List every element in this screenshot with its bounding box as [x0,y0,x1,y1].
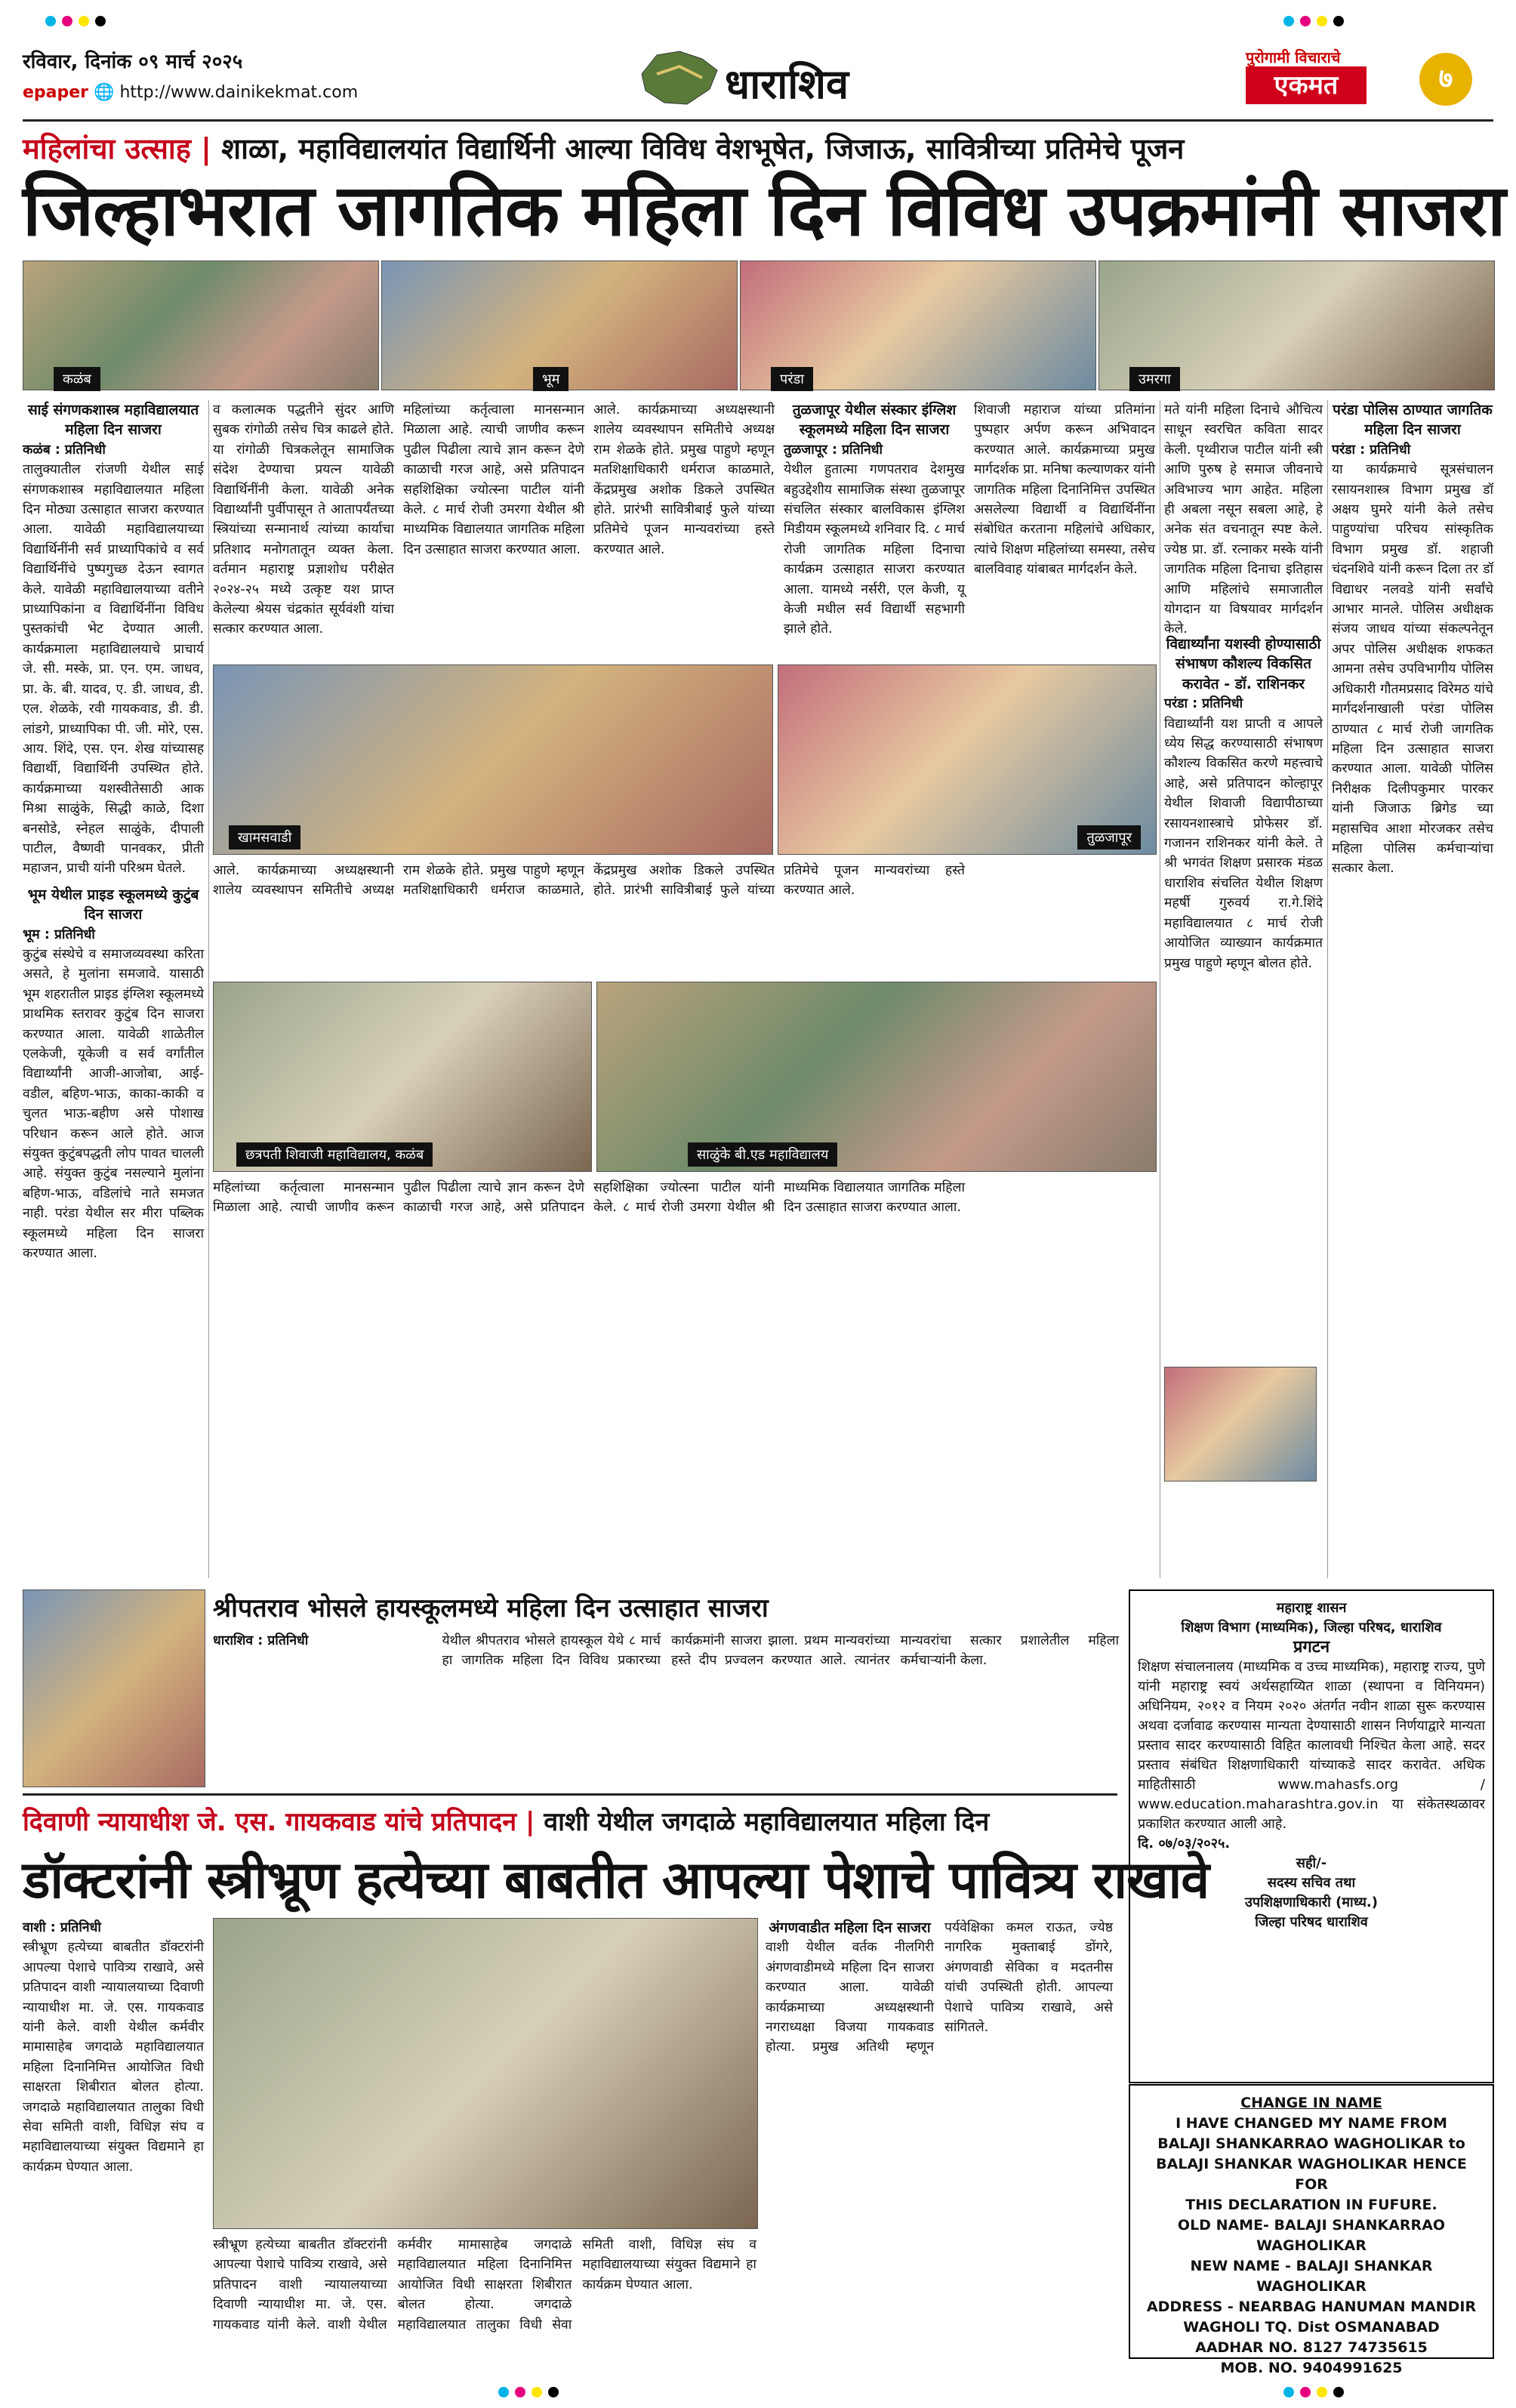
photo-washi-college [213,1918,758,2229]
change-name-line: I HAVE CHANGED MY NAME FROM [1176,2115,1447,2132]
story-body: तालुक्यातील रांजणी येथील साई संगणकशास्त्र महाविद्यालयात महिला दिन मोठ्या उत्साहात साजरा करण्यात आला. यावेळी महाविद्यालयाच्या विद्यार्थिनींनी सर्व प्राध्यापिकांचे व सर्व विद्यार्थिनींचे पुष्पगुच्छ देऊन स्वागत केले. यावेळी महाविद्यालयाच्या वतीने प्राध्यापिकांना व विद्यार्थिनींना विविध पुस्तकांची भेट देण्यात आली. कार्यक्रमाला महाविद्यालयाचे प्राचार्य जे. सी. मस्के, प्रा. एन. एम. जाधव, प्रा. के. बी. यादव, ए. डी. जाधव, डी. एल. शेळके, रवी गायकवाड, डी. डी. लांडगे, प्राध्यापिका पी. जी. मोरे, एस. आय. शिंदे, एस. एन. शेख यांच्यासह विद्यार्थी, विद्यार्थिनी उपस्थित होते. कार्यक्रमाच्या यशस्वीतेसाठी आक मिश्रा साळुंके, सिद्धी काळे, दिशा बनसोडे, स्नेहल साळुंके, दीपाली पाटील, वैष्णवी पानवकर, प्रीती महाजन, प्राची यांनी परिश्रम घेतले. [23,462,204,877]
story-byline: परंडा : प्रतिनिधी [1332,442,1411,458]
story-subhead: अंगणवाडीत महिला दिन साजरा [769,1919,931,1936]
header-divider [23,119,1493,122]
notice-sign: सही/- [1296,1855,1327,1871]
photo-umarga [1098,261,1495,390]
story-subhead: परंडा पोलिस ठाण्यात जागतिक महिला दिन साजरा [1333,402,1493,439]
photo-paranda [740,261,1096,390]
story-byline: परंडा : प्रतिनिधी [1164,696,1243,712]
change-name-line: WAGHOLI TQ. Dist OSMANABAD [1183,2319,1440,2336]
story-tuljapur [784,400,965,657]
bottom-kicker [23,1803,1117,1838]
story-body-col7: शिवाजी महाराज यांच्या प्रतिमांना पुष्पहार अर्पण करून अभिवादन करण्यात आले. कार्यक्रमाच्या प्रमुख मार्गदर्शक प्रा. मनिषा कल्याणकर यांनी जागतिक महिला दिनानिमित्त उपस्थित असलेल्या विद्यार्थी व विद्यार्थिनींना संबोधित करताना महिलांचे अधिकार, त्यांचे शिक्षण महिलांच्या समस्या, तसेच बालविवाह यांबाबत मार्गदर्शन केले. [974,402,1155,578]
registration-marks [1283,15,1350,26]
photo-caption: उमरगा [1129,367,1180,391]
notice-sign: उपशिक्षणाधिकारी (माध्य.) [1244,1895,1378,1910]
page-number-badge: ७ [1419,53,1472,106]
photo-caption: छत्रपती शिवाजी महाविद्यालय, कळंब [236,1142,433,1167]
photo-tuljapur [778,664,1157,855]
photo-caption: कळंब [54,367,100,391]
story-subhead: विद्यार्थ्यांना यशस्वी होण्यासाठी संभाषण कौशल्य विकसित करावेत - डॉ. राशिनकर [1166,636,1321,692]
kicker-highlight: महिलांचा उत्साह | [23,132,212,165]
column-rule [208,400,209,1578]
photo-caption: खामसवाडी [229,825,300,849]
story-continuation: आले. कार्यक्रमाच्या अध्यक्षस्थानी शालेय व्यवस्थापन समितीचे अध्यक्ष राम शेळके होते. प्रमुख पाहुणे म्हणून मतशिक्षाधिकारी धर्मराज काळमाते, केंद्रप्रमुख अशोक डिकले उपस्थित होते. प्रारंभी सावित्रीबाई फुले यांच्या प्रतिमेचे पूजन मान्यवरांच्या हस्ते करण्यात आले. [213,863,965,899]
epaper-label: epaper [23,83,89,102]
globe-icon: 🌐 [94,83,115,102]
change-name-line: MOB. NO. 9404991625 [1220,2360,1403,2376]
change-name-line: OLD NAME- BALAJI SHANKARRAO WAGHOLIKAR [1177,2217,1446,2254]
story-subhead: साई संगणकशास्त्र महाविद्यालयात महिला दिन साजरा [27,402,199,439]
story-byline: तुळजापूर : प्रतिनिधी [784,442,883,458]
story-body-col4: महिलांच्या कर्तृत्वाला मानसन्मान मिळाला आहे. त्याची जाणीव करून पुढील पिढीला त्याचे ज्ञान करून देणे काळाची गरज आहे, असे प्रतिपादन सहशिक्षिका ज्योत्स्ना पाटील यांनी केले. ८ मार्च रोजी उमरगा येथील श्री माध्यमिक विद्यालयात जागतिक महिला दिन उत्साहात साजरा करण्यात आला. [403,402,584,557]
story-anganwadi [766,1918,1113,2371]
story-body-col5: आले. कार्यक्रमाच्या अध्यक्षस्थानी शालेय व्यवस्थापन समितीचे अध्यक्ष राम शेळके होते. प्रमुख पाहुणे म्हणून मतशिक्षाधिकारी धर्मराज काळमाते, केंद्रप्रमुख अशोक डिकले उपस्थित होते. प्रारंभी सावित्रीबाई फुले यांच्या प्रतिमेचे पूजन मान्यवरांच्या हस्ते करण्यात आले. [593,402,775,557]
photo-caption: भूम [533,367,568,391]
story-subhead: तुळजापूर येथील संस्कार इंग्लिश स्कूलमध्ये महिला दिन साजरा [792,402,957,439]
notice-date: दि. ०७/०३/२०२५. [1138,1836,1231,1851]
story-body: कुटुंब संस्थेचे व समाजव्यवस्था करिता असते, हे मुलांना समजावे. यासाठी भूम शहरातील प्राइड इंग्लिश स्कूलमध्ये प्राथमिक स्तरावर कुटुंब दिन साजरा करण्यात आला. यावेळी शाळेतील एलकेजी, यूकेजी व सर्व वर्गांतील विद्यार्थ्यांनी आजी-आजोबा, आई-वडील, बहिण-भाऊ, काका-काकी व चुलत भाऊ-बहीण असे पोशाख परिधान करून आले होते. आज संयुक्त कुटुंबपद्धती लोप पावत चालली आहे. संयुक्त कुटुंब नसल्याने मुलांना बहिण-भाऊ, वडिलांचे नाते समजत नाही. परंडा येथील सर मीरा पब्लिक स्कूलमध्ये महिला दिन साजरा करण्यात आला. [23,946,204,1262]
registration-marks [1283,2386,1350,2397]
change-name-line: THIS DECLARATION IN FUFURE. [1185,2197,1437,2213]
photo-kalamb [23,261,379,390]
story-body: वाशी येथील वर्तक नीलगिरी अंगणवाडीमध्ये महिला दिन साजरा करण्यात आला. यावेळी कार्यक्रमाच्या अध्यक्षस्थानी नगराध्यक्षा विजया गायकवाड होत्या. प्रमुख अतिथी म्हणून पर्यवेक्षिका कमल राऊत, ज्येष्ठ नागरिक मुक्ताबाई डोंगरे, अंगणवाडी सेविका व मदतनीस यांची उपस्थिती होती. आपल्या पेशाचे पावित्र्य राखावे, असे सांगितले. [766,1920,1113,2055]
notice-heading: महाराष्ट्र शासन [1276,1600,1347,1616]
paper-logo: एकमत [1246,66,1367,104]
change-name-line: ADDRESS - NEARBAG HANUMAN MANDIR [1146,2299,1477,2315]
photo-bhoom [381,261,738,390]
story-body: विद्यार्थ्यांनी यश प्राप्ती व आपले ध्येय सिद्ध करण्यासाठी संभाषण कौशल्य विकसित करणे महत्त्वाचे आहे, असे प्रतिपादन कोल्हापूर येथील शिवाजी विद्यापीठाच्या रसायनशास्त्राचे प्रोफेसर डॉ. गजानन राशिनकर यांनी केले. ते श्री भगवंत शिक्षण प्रसारक मंडळ धाराशिव संचलित येथील शिक्षण महर्षी गुरुवर्य रा.गे.शिंदे महाविद्यालयात ८ मार्च रोजी आयोजित व्याख्यान कार्यक्रमात प्रमुख पाहुणे म्हणून बोलत होते. [1164,716,1323,971]
story-headline-shripatrao: श्रीपतराव भोसले हायस्कूलमध्ये महिला दिन उत्साहात साजरा [213,1593,769,1623]
change-name-line: BALAJI SHANKAR WAGHOLIKAR HENCE FOR [1156,2156,1467,2193]
lead-kicker [23,128,1493,168]
photo-paranda-college [1164,1367,1317,1481]
story-body-col3: व कलात्मक पद्धतीने सुंदर आणि सुबक रांगोळी तसेच चित्र काढले होते. या रांगोळी चित्रकलेतून सामाजिक संदेश देण्याचा प्रयत्न यावेळी विद्यार्थिनींनी केला. यावेळी अनेक विद्यार्थ्यांनी पुर्वीपासून ते आतापर्यंतच्या स्त्रियांच्या सन्मानार्थ त्यांच्या कार्याचा प्रतिशाद मनोगतातून व्यक्त केला. वर्तमान महाराष्ट्र प्रज्ञाशोध परीक्षेत २०२४-२५ मध्ये उत्कृष्ट यश प्राप्त केलेल्या श्रेयस चंद्रकांत सूर्यवंशी यांचा सत्कार करण्यात आला. [213,402,394,637]
change-name-line: AADHAR NO. 8127 74735615 [1195,2339,1428,2356]
district-map-icon [634,44,725,112]
story-byline: कळंब : प्रतिनिधी [23,442,106,458]
paper-tagline: पुरोगामी विचाराचे [1246,48,1341,66]
story-subhead: भूम येथील प्राइड स्कूलमध्ये कुटुंब दिन साजरा [27,886,199,923]
story-body: स्त्रीभ्रूण हत्येच्या बाबतीत डॉक्टरांनी आपल्या पेशाचे पावित्र्य राखावे, असे प्रतिपादन वाशी न्यायालयाच्या दिवाणी न्यायाधीश मा. जे. एस. गायकवाड यांनी केले. वाशी येथील कर्मवीर मामासाहेब जगदाळे महाविद्यालयात महिला दिनानिमित्त आयोजित विधी साक्षरता शिबीरात बोलत होत्या. जगदाळे महाविद्यालयात तालुका विधी सेवा समिती वाशी, विधिज्ञ संघ व महाविद्यालयाच्या संयुक्त विद्यमाने हा कार्यक्रम घेण्यात आला. [23,1940,204,2175]
notice-sign: सदस्य सचिव तथा [1267,1875,1356,1891]
edition-city: धाराशिव [725,60,849,108]
story-body: येथील हुतात्मा गणपतराव देशमुख बहुउद्देशीय सामाजिक संस्था तुळजापूर संचलित संस्कार बालविकास इंग्लिश मिडीयम स्कूलमध्ये शनिवार दि. ८ मार्च रोजी जागतिक महिला दिनाचा कार्यक्रम उत्साहात साजरा करण्यात आला. यामध्ये नर्सरी, एल केजी, यू केजी मधील सर्व विद्यार्थी सहभागी झाले होते. [784,462,965,637]
bottom-kicker-highlight: दिवाणी न्यायाधीश जे. एस. गायकवाड यांचे प्रतिपादन | [23,1807,535,1837]
story-byline: वाशी : प्रतिनिधी [23,1920,101,1935]
kicker-text: शाळा, महाविद्यालयांत विद्यार्थिनी आल्या विविध वेशभूषेत, जिजाऊ, सावित्रीच्या प्रतिमेचे पूजन [221,132,1185,165]
photo-khamaswadi [213,664,773,855]
lead-headline: जिल्हाभरात जागतिक महिला दिन विविध उपक्रमांनी साजरा [23,170,1505,252]
change-name-line: BALAJI SHANKARRAO WAGHOLIKAR to [1157,2135,1465,2152]
photo-salunke-bed [596,982,1157,1172]
photo-shivaji-college [213,982,592,1172]
photo-shripatrao [23,1589,205,1787]
issue-date: रविवार, दिनांक ०९ मार्च २०२५ [23,51,243,73]
government-notice [1129,1589,1494,2083]
notice-body: शिक्षण संचालनालय (माध्यमिक व उच्च माध्यमिक), महाराष्ट्र राज्य, पुणे यांनी महाराष्ट्र स्वयं अर्थसहाय्यित शाळा (स्थापना व विनियमन) अधिनियम, २०१२ व नियम २०२० अंतर्गत नवीन शाळा सुरू करण्यास अथवा दर्जावाढ करण्यास मान्यता देण्यासाठी शासन निर्णयाद्वारे मान्यता प्रस्ताव सादर करण्यासाठी विहित कालावधी निश्चित केला आहे. सदर प्रस्ताव संबंधित शिक्षणाधिकारी यांच्याकडे सादर करावेत. अधिक माहितीसाठी www.mahasfs.org / www.education.maharashtra.gov.in या संकेतस्थळावर प्रकाशित करण्यात आली आहे. [1138,1659,1485,1832]
story-continuation: महिलांच्या कर्तृत्वाला मानसन्मान मिळाला आहे. त्याची जाणीव करून पुढील पिढीला त्याचे ज्ञान करून देणे काळाची गरज आहे, असे प्रतिपादन सहशिक्षिका ज्योत्स्ना पाटील यांनी केले. ८ मार्च रोजी उमरगा येथील श्री माध्यमिक विद्यालयात जागतिक महिला दिन उत्साहात साजरा करण्यात आला. [213,1180,965,1216]
bottom-headline: डॉक्टरांनी स्त्रीभ्रूण हत्येच्या बाबतीत आपल्या पेशाचे पावित्र्य राखावे [23,1851,1209,1910]
story-washi-cont: स्त्रीभ्रूण हत्येच्या बाबतीत डॉक्टरांनी आपल्या पेशाचे पावित्र्य राखावे, असे प्रतिपादन वाशी न्यायालयाच्या दिवाणी न्यायाधीश मा. जे. एस. गायकवाड यांनी केले. वाशी येथील कर्मवीर मामासाहेब जगदाळे महाविद्यालयात महिला दिनानिमित्त आयोजित विधी साक्षरता शिबीरात बोलत होत्या. जगदाळे महाविद्यालयात तालुका विधी सेवा समिती वाशी, विधिज्ञ संघ व महाविद्यालयाच्या संयुक्त विद्यमाने हा कार्यक्रम घेण्यात आला. [213,2237,756,2332]
story-byline: धाराशिव : प्रतिनिधी [213,1633,309,1648]
column-rule [1327,400,1328,1578]
notice-heading: शिक्षण विभाग (माध्यमिक), जिल्हा परिषद, धाराशिव [1181,1620,1442,1636]
story-body: येथील श्रीपतराव भोसले हायस्कूल येथे ८ मार्च हा जागतिक महिला दिन विविध प्रकारच्या कार्यक्रमांनी साजरा झाला. प्रथम मान्यवरांच्या हस्ते दीप प्रज्वलन करण्यात आले. त्यानंतर मान्यवरांचा सत्कार प्रशालेतील महिला कर्मचाऱ्यांनी केला. [442,1633,1119,1669]
photo-caption: परंडा [771,367,813,391]
change-name-title: CHANGE IN NAME [1240,2095,1382,2111]
story-byline: भूम : प्रतिनिधी [23,927,95,942]
section-divider [23,1793,1117,1796]
change-in-name-notice [1129,2084,1494,2376]
notice-sign: जिल्हा परिषद धाराशिव [1255,1914,1368,1930]
notice-title: प्रगटन [1293,1638,1330,1657]
story-washi [23,1918,204,2371]
registration-marks [498,2386,565,2397]
change-name-line: NEW NAME - BALAJI SHANKAR WAGHOLIKAR [1190,2258,1433,2295]
story-shripatrao [213,1631,1119,1782]
story-body: या कार्यक्रमाचे सूत्रसंचालन रसायनशास्त्र विभाग प्रमुख डॉ अक्षय घुमरे यांनी केले तसेच पाहुण्यांचा परिचय सांस्कृतिक विभाग प्रमुख डॉ. शहाजी चंदनशिवे यांनी करून दिला तर डॉ विद्याधर नलवडे यांनी सर्वांचे आभार मानले. पोलिस अधीक्षक संजय जाधव यांच्या संकल्पनेतून अपर पोलिस अधीक्षक शफकत आमना तसेच उपविभागीय पोलिस अधिकारी गौतमप्रसाद विरेमठ यांचे मार्गदर्शनाखाली परंडा पोलिस ठाण्यात ८ मार्च रोजी जागतिक महिला दिन उत्साहात साजरा करण्यात आला. यावेळी पोलिस निरीक्षक दिलीपकुमार पारकर यांनी जिजाऊ ब्रिगेड च्या महासचिव आशा मोरजकर तसेच महिला पोलिस कर्मचाऱ्यांचा सत्कार केला. [1332,462,1493,877]
epaper-link[interactable] [23,83,358,102]
photo-caption: तुळजापूर [1077,825,1141,849]
bottom-kicker-text: वाशी येथील जगदाळे महाविद्यालयात महिला दिन [544,1807,990,1837]
photo-caption: साळुंके बी.एड महाविद्यालय [688,1142,837,1167]
story-sai-college [23,400,204,1382]
registration-marks [45,15,112,26]
website-url[interactable]: http://www.dainikekmat.com [119,83,359,102]
story-body-col8: मते यांनी महिला दिनाचे औचित्य साधून स्वरचित कविता सादर केली. पृथ्वीराज पाटील यांनी स्त्री आणि पुरुष हे समाज जीवनाचे अविभाज्य भाग आहेत. महिला ही अबला नसून सबला आहे, हे अनेक संत वचनातून स्पष्ट केले. ज्येष्ठ प्रा. डॉ. रत्नाकर मस्के यांनी जागतिक महिला दिनाचा इतिहास आणि महिलांचे समाजातील योगदान या विषयावर मार्गदर्शन केले. [1164,402,1323,637]
story-paranda-police [1332,400,1493,1578]
